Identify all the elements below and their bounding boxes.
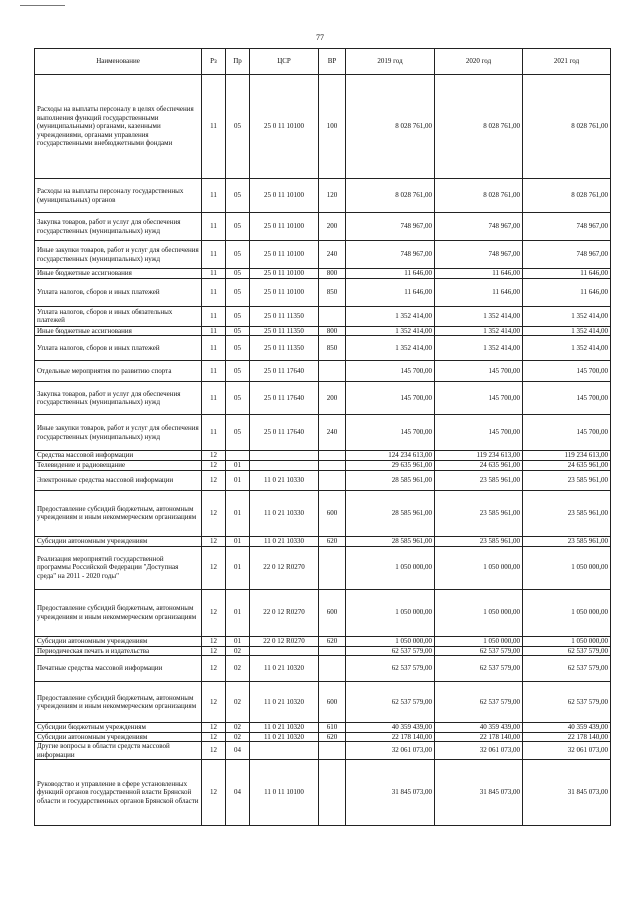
cell-name: Телевидение и радиовещание (35, 460, 202, 470)
table-row (35, 415, 611, 451)
cell-csr: 25 0 11 10100 (250, 278, 319, 306)
page-number: 77 (316, 33, 324, 42)
cell-2020: 145 700,00 (435, 415, 523, 451)
cell-vr: 120 (319, 179, 346, 213)
cell-2021: 1 352 414,00 (523, 306, 611, 326)
cell-vr: 600 (319, 589, 346, 636)
cell-csr: 25 0 11 17640 (250, 382, 319, 415)
cell-pr (226, 451, 250, 461)
table-row (35, 326, 611, 336)
col-header-name: Наименование (35, 49, 202, 75)
cell-2019: 28 585 961,00 (346, 470, 435, 490)
cell-csr: 25 0 11 10100 (250, 179, 319, 213)
cell-2021: 1 050 000,00 (523, 636, 611, 646)
cell-rz: 11 (202, 382, 226, 415)
table-row (35, 179, 611, 213)
cell-2021: 24 635 961,00 (523, 460, 611, 470)
cell-pr: 05 (226, 336, 250, 361)
cell-pr: 01 (226, 546, 250, 589)
cell-name: Предоставление субсидий бюджетным, автономным учреждениям и иным некоммерческим организациям (35, 490, 202, 536)
cell-rz: 12 (202, 646, 226, 656)
cell-2020: 145 700,00 (435, 382, 523, 415)
cell-vr: 800 (319, 326, 346, 336)
cell-2020: 11 646,00 (435, 278, 523, 306)
table-row (35, 656, 611, 682)
cell-vr (319, 546, 346, 589)
cell-2021: 23 585 961,00 (523, 536, 611, 546)
cell-pr: 05 (226, 306, 250, 326)
cell-rz: 11 (202, 269, 226, 279)
table-row (35, 760, 611, 826)
cell-csr: 25 0 11 17640 (250, 415, 319, 451)
cell-pr: 05 (226, 326, 250, 336)
cell-name: Уплата налогов, сборов и иных платежей (35, 278, 202, 306)
cell-pr: 05 (226, 382, 250, 415)
cell-csr: 11 0 21 10320 (250, 656, 319, 682)
cell-vr: 100 (319, 75, 346, 179)
cell-name: Электронные средства массовой информации (35, 470, 202, 490)
cell-2020: 32 061 073,00 (435, 742, 523, 760)
cell-2019: 1 352 414,00 (346, 306, 435, 326)
cell-rz: 12 (202, 742, 226, 760)
cell-2020: 62 537 579,00 (435, 646, 523, 656)
cell-2019: 40 359 439,00 (346, 723, 435, 733)
budget-table (34, 48, 611, 826)
cell-pr: 05 (226, 75, 250, 179)
cell-2021: 1 352 414,00 (523, 326, 611, 336)
table-row (35, 723, 611, 733)
cell-name: Иные бюджетные ассигнования (35, 326, 202, 336)
cell-rz: 11 (202, 306, 226, 326)
cell-pr: 04 (226, 742, 250, 760)
cell-name: Предоставление субсидий бюджетным, автономным учреждениям и иным некоммерческим организациям (35, 682, 202, 723)
cell-pr: 02 (226, 682, 250, 723)
table-row (35, 269, 611, 279)
cell-vr (319, 742, 346, 760)
cell-2019: 1 352 414,00 (346, 336, 435, 361)
cell-rz: 12 (202, 656, 226, 682)
cell-csr: 25 0 11 10100 (250, 241, 319, 269)
cell-pr: 04 (226, 760, 250, 826)
cell-vr (319, 460, 346, 470)
cell-rz: 12 (202, 490, 226, 536)
table-row (35, 536, 611, 546)
cell-2021: 32 061 073,00 (523, 742, 611, 760)
cell-pr: 05 (226, 213, 250, 241)
cell-csr: 11 0 21 10330 (250, 490, 319, 536)
cell-csr (250, 451, 319, 461)
cell-rz: 12 (202, 460, 226, 470)
cell-2019: 11 646,00 (346, 278, 435, 306)
cell-2020: 23 585 961,00 (435, 490, 523, 536)
cell-2021: 62 537 579,00 (523, 682, 611, 723)
table-row (35, 278, 611, 306)
cell-name: Периодическая печать и издательства (35, 646, 202, 656)
cell-2019: 28 585 961,00 (346, 490, 435, 536)
cell-2021: 145 700,00 (523, 415, 611, 451)
cell-2021: 31 845 073,00 (523, 760, 611, 826)
cell-vr (319, 646, 346, 656)
cell-name: Средства массовой информации (35, 451, 202, 461)
col-header-2020: 2020 год (435, 49, 523, 75)
cell-2019: 31 845 073,00 (346, 760, 435, 826)
cell-2020: 748 967,00 (435, 213, 523, 241)
cell-2020: 1 050 000,00 (435, 636, 523, 646)
cell-2020: 145 700,00 (435, 361, 523, 382)
table-row (35, 470, 611, 490)
cell-2020: 8 028 761,00 (435, 179, 523, 213)
cell-2020: 24 635 961,00 (435, 460, 523, 470)
col-header-2021: 2021 год (523, 49, 611, 75)
cell-csr: 22 0 12 R0270 (250, 636, 319, 646)
table-row (35, 451, 611, 461)
cell-csr: 11 0 21 10330 (250, 470, 319, 490)
cell-2019: 62 537 579,00 (346, 646, 435, 656)
cell-csr: 25 0 11 11350 (250, 306, 319, 326)
cell-2021: 8 028 761,00 (523, 179, 611, 213)
cell-2019: 29 635 961,00 (346, 460, 435, 470)
cell-vr (319, 306, 346, 326)
cell-2020: 8 028 761,00 (435, 75, 523, 179)
cell-name: Иные закупки товаров, работ и услуг для обеспечения государственных (муниципальных) нужд (35, 241, 202, 269)
cell-name: Закупка товаров, работ и услуг для обеспечения государственных (муниципальных) нужд (35, 213, 202, 241)
cell-2020: 62 537 579,00 (435, 682, 523, 723)
cell-rz: 12 (202, 546, 226, 589)
cell-2019: 22 178 140,00 (346, 732, 435, 742)
cell-csr: 25 0 11 17640 (250, 361, 319, 382)
cell-2020: 23 585 961,00 (435, 470, 523, 490)
cell-pr: 02 (226, 646, 250, 656)
cell-rz: 12 (202, 589, 226, 636)
table-row (35, 646, 611, 656)
cell-pr: 02 (226, 723, 250, 733)
col-header-rz: Рз (202, 49, 226, 75)
table-row (35, 546, 611, 589)
cell-2019: 8 028 761,00 (346, 75, 435, 179)
cell-pr: 02 (226, 656, 250, 682)
cell-2019: 8 028 761,00 (346, 179, 435, 213)
cell-pr: 05 (226, 241, 250, 269)
cell-2020: 23 585 961,00 (435, 536, 523, 546)
cell-csr: 22 0 12 R0270 (250, 546, 319, 589)
table-row (35, 213, 611, 241)
cell-csr: 11 0 11 10100 (250, 760, 319, 826)
cell-vr: 240 (319, 241, 346, 269)
cell-name: Отдельные мероприятия по развитию спорта (35, 361, 202, 382)
cell-rz: 11 (202, 213, 226, 241)
table-row (35, 732, 611, 742)
cell-name: Печатные средства массовой информации (35, 656, 202, 682)
cell-csr (250, 742, 319, 760)
cell-2021: 145 700,00 (523, 361, 611, 382)
cell-2021: 22 178 140,00 (523, 732, 611, 742)
cell-2021: 8 028 761,00 (523, 75, 611, 179)
cell-2020: 1 352 414,00 (435, 326, 523, 336)
cell-name: Реализация мероприятий государственной программы Российской Федерации "Доступная среда" на 2011 - 2020 годы" (35, 546, 202, 589)
cell-vr: 610 (319, 723, 346, 733)
cell-csr (250, 646, 319, 656)
cell-2020: 31 845 073,00 (435, 760, 523, 826)
cell-2019: 32 061 073,00 (346, 742, 435, 760)
cell-csr: 11 0 21 10320 (250, 682, 319, 723)
cell-csr (250, 460, 319, 470)
cell-pr: 05 (226, 278, 250, 306)
cell-2021: 119 234 613,00 (523, 451, 611, 461)
cell-name: Расходы на выплаты персоналу в целях обеспечения выполнения функций государственными (муниципальными) органами, казенными учреждениями, органами управления государственными внебюджетными фондами (35, 75, 202, 179)
cell-pr: 01 (226, 536, 250, 546)
cell-rz: 11 (202, 179, 226, 213)
cell-pr: 05 (226, 269, 250, 279)
cell-csr: 25 0 11 11350 (250, 326, 319, 336)
cell-pr: 02 (226, 732, 250, 742)
cell-2021: 1 050 000,00 (523, 546, 611, 589)
cell-name: Уплата налогов, сборов и иных платежей (35, 336, 202, 361)
cell-pr: 01 (226, 470, 250, 490)
cell-2020: 1 352 414,00 (435, 306, 523, 326)
cell-vr (319, 451, 346, 461)
cell-vr: 200 (319, 213, 346, 241)
cell-2020: 11 646,00 (435, 269, 523, 279)
col-header-csr: ЦСР (250, 49, 319, 75)
cell-2021: 748 967,00 (523, 213, 611, 241)
cell-vr: 620 (319, 636, 346, 646)
cell-rz: 12 (202, 732, 226, 742)
cell-name: Субсидии автономным учреждениям (35, 636, 202, 646)
cell-2021: 40 359 439,00 (523, 723, 611, 733)
cell-2019: 11 646,00 (346, 269, 435, 279)
cell-2021: 11 646,00 (523, 278, 611, 306)
cell-rz: 12 (202, 470, 226, 490)
table-row (35, 241, 611, 269)
cell-2020: 22 178 140,00 (435, 732, 523, 742)
cell-name: Другие вопросы в области средств массовой информации (35, 742, 202, 760)
cell-vr: 600 (319, 682, 346, 723)
cell-2019: 1 050 000,00 (346, 589, 435, 636)
cell-name: Субсидии автономным учреждениям (35, 536, 202, 546)
cell-2019: 748 967,00 (346, 241, 435, 269)
table-row (35, 589, 611, 636)
col-header-pr: Пр (226, 49, 250, 75)
cell-vr: 600 (319, 490, 346, 536)
cell-2021: 62 537 579,00 (523, 646, 611, 656)
cell-pr: 01 (226, 636, 250, 646)
cell-vr (319, 656, 346, 682)
cell-rz: 12 (202, 451, 226, 461)
cell-csr: 11 0 21 10320 (250, 723, 319, 733)
cell-vr: 200 (319, 382, 346, 415)
table-row (35, 682, 611, 723)
cell-2019: 1 352 414,00 (346, 326, 435, 336)
cell-pr: 01 (226, 589, 250, 636)
cell-2019: 28 585 961,00 (346, 536, 435, 546)
cell-csr: 25 0 11 10100 (250, 213, 319, 241)
cell-rz: 12 (202, 760, 226, 826)
cell-2019: 62 537 579,00 (346, 656, 435, 682)
cell-2021: 1 050 000,00 (523, 589, 611, 636)
cell-rz: 12 (202, 636, 226, 646)
cell-rz: 11 (202, 336, 226, 361)
cell-2021: 23 585 961,00 (523, 490, 611, 536)
cell-2020: 119 234 613,00 (435, 451, 523, 461)
cell-vr (319, 760, 346, 826)
cell-vr: 800 (319, 269, 346, 279)
cell-rz: 11 (202, 278, 226, 306)
cell-vr (319, 470, 346, 490)
table-row (35, 490, 611, 536)
table-row (35, 460, 611, 470)
cell-2019: 62 537 579,00 (346, 682, 435, 723)
cell-pr: 01 (226, 490, 250, 536)
cell-rz: 12 (202, 536, 226, 546)
cell-vr: 620 (319, 732, 346, 742)
cell-name: Руководство и управление в сфере установленных функций органов государственной власти Брянской области и государственных органов Брянской области (35, 760, 202, 826)
table-row (35, 306, 611, 326)
cell-name: Субсидии бюджетным учреждениям (35, 723, 202, 733)
table-row (35, 75, 611, 179)
cell-csr: 25 0 11 11350 (250, 336, 319, 361)
cell-2020: 1 050 000,00 (435, 589, 523, 636)
table-header-row (35, 49, 611, 75)
cell-rz: 11 (202, 75, 226, 179)
cell-pr: 05 (226, 415, 250, 451)
cell-2019: 145 700,00 (346, 415, 435, 451)
cell-rz: 11 (202, 326, 226, 336)
cell-2019: 145 700,00 (346, 361, 435, 382)
cell-vr: 240 (319, 415, 346, 451)
cell-rz: 12 (202, 723, 226, 733)
cell-2020: 1 352 414,00 (435, 336, 523, 361)
cell-2021: 62 537 579,00 (523, 656, 611, 682)
cell-2020: 40 359 439,00 (435, 723, 523, 733)
cell-pr: 05 (226, 179, 250, 213)
cell-rz: 11 (202, 361, 226, 382)
cell-name: Расходы на выплаты персоналу государственных (муниципальных) органов (35, 179, 202, 213)
cell-name: Уплата налогов, сборов и иных обязательных платежей (35, 306, 202, 326)
cell-2021: 748 967,00 (523, 241, 611, 269)
cell-rz: 11 (202, 241, 226, 269)
cell-vr: 850 (319, 278, 346, 306)
cell-2019: 1 050 000,00 (346, 546, 435, 589)
table-row (35, 361, 611, 382)
cell-pr: 05 (226, 361, 250, 382)
cell-name: Иные закупки товаров, работ и услуг для обеспечения государственных (муниципальных) нужд (35, 415, 202, 451)
cell-vr: 850 (319, 336, 346, 361)
cell-rz: 12 (202, 682, 226, 723)
cell-2021: 145 700,00 (523, 382, 611, 415)
cell-2021: 11 646,00 (523, 269, 611, 279)
col-header-2019: 2019 год (346, 49, 435, 75)
table-row (35, 636, 611, 646)
cell-vr (319, 361, 346, 382)
cell-2019: 145 700,00 (346, 382, 435, 415)
cell-csr: 22 0 12 R0270 (250, 589, 319, 636)
cell-2021: 1 352 414,00 (523, 336, 611, 361)
table-row (35, 336, 611, 361)
cell-csr: 25 0 11 10100 (250, 75, 319, 179)
cell-name: Предоставление субсидий бюджетным, автономным учреждениям и иным некоммерческим организациям (35, 589, 202, 636)
corner-mark (20, 5, 65, 6)
cell-2019: 124 234 613,00 (346, 451, 435, 461)
cell-2021: 23 585 961,00 (523, 470, 611, 490)
table-row (35, 742, 611, 760)
table-body (35, 75, 611, 826)
cell-pr: 01 (226, 460, 250, 470)
col-header-vr: ВР (319, 49, 346, 75)
cell-csr: 25 0 11 10100 (250, 269, 319, 279)
cell-2020: 62 537 579,00 (435, 656, 523, 682)
cell-csr: 11 0 21 10330 (250, 536, 319, 546)
cell-rz: 11 (202, 415, 226, 451)
cell-2019: 748 967,00 (346, 213, 435, 241)
cell-name: Закупка товаров, работ и услуг для обеспечения государственных (муниципальных) нужд (35, 382, 202, 415)
cell-name: Иные бюджетные ассигнования (35, 269, 202, 279)
cell-2020: 1 050 000,00 (435, 546, 523, 589)
cell-2019: 1 050 000,00 (346, 636, 435, 646)
cell-2020: 748 967,00 (435, 241, 523, 269)
cell-vr: 620 (319, 536, 346, 546)
cell-name: Субсидии автономным учреждениям (35, 732, 202, 742)
table-row (35, 382, 611, 415)
cell-csr: 11 0 21 10320 (250, 732, 319, 742)
